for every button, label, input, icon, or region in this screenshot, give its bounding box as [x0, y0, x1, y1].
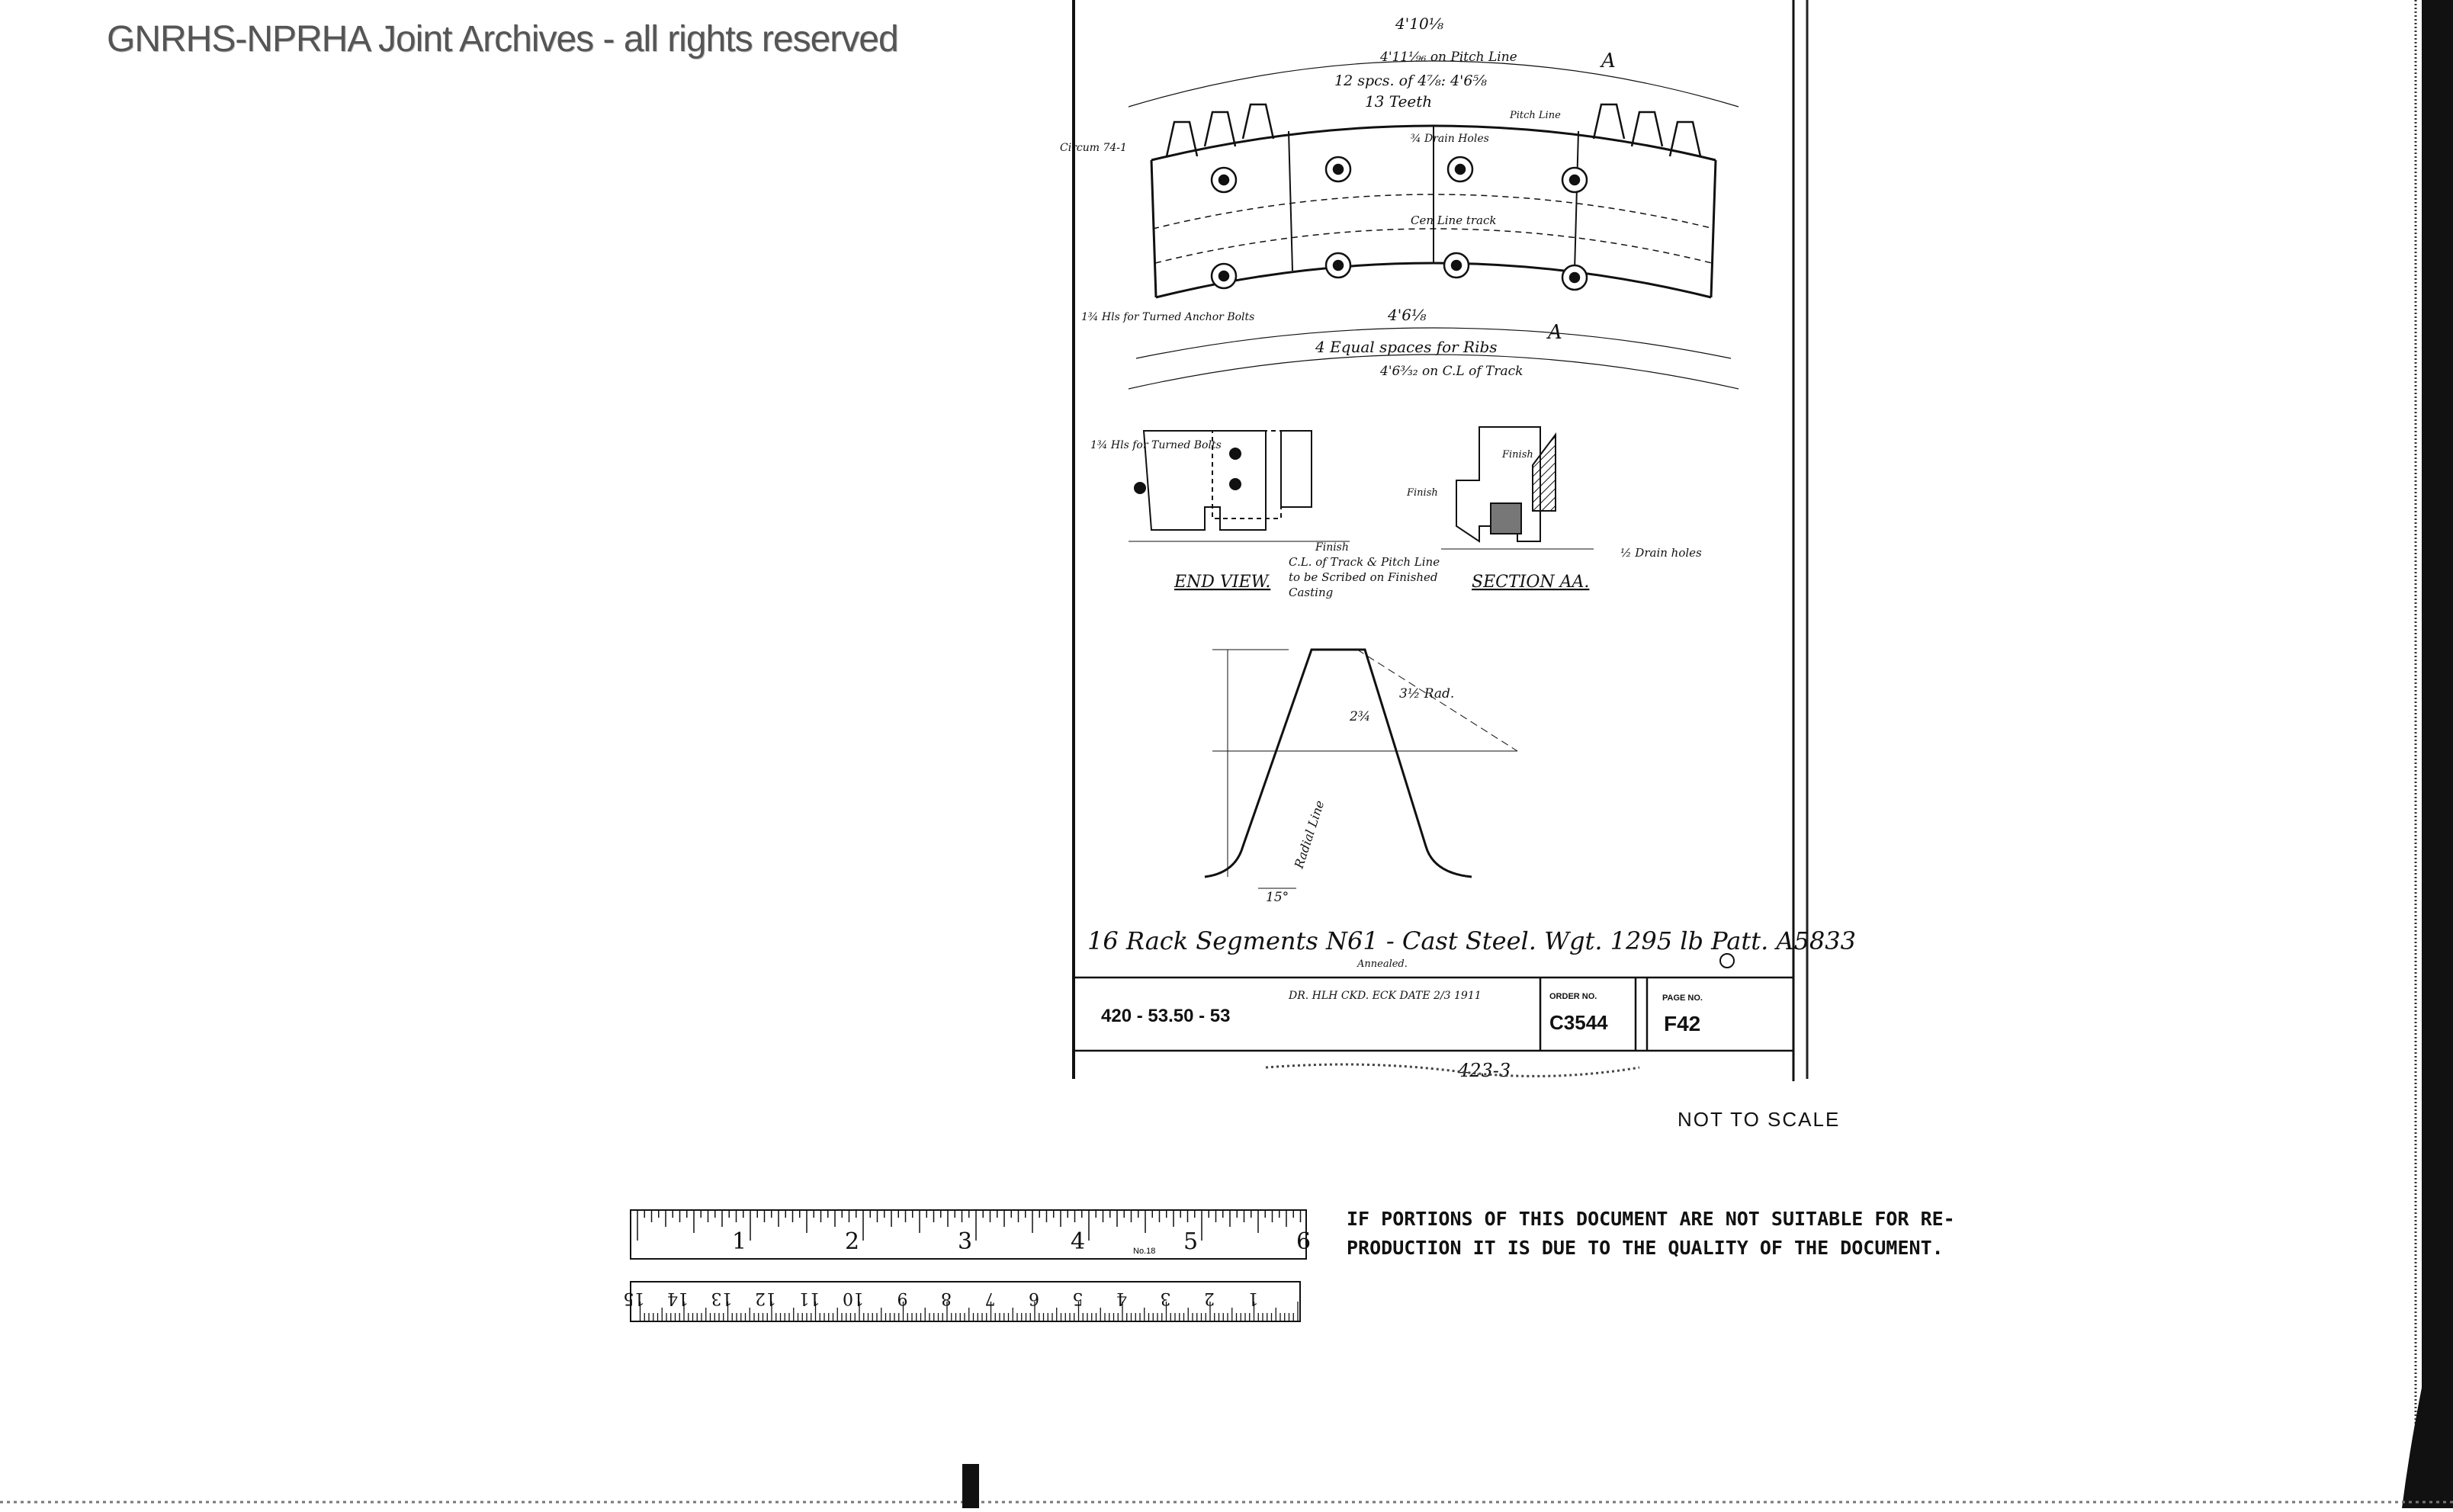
inch-label: 1 — [732, 1228, 747, 1255]
inch-ruler — [630, 1209, 1312, 1261]
cm-label: 8 — [941, 1289, 952, 1308]
scribe-note-line-2: to be Scribed on Finished — [1289, 570, 1438, 584]
dim-overall: 4'10⅛ — [1395, 14, 1444, 33]
order-number: C3544 — [1549, 1011, 1608, 1034]
order-no-label: ORDER NO. — [1549, 992, 1597, 1001]
label-circumference: Circum 74-1 — [1060, 142, 1127, 154]
notice-line-2: PRODUCTION IT IS DUE TO THE QUALITY OF THE DOCUMENT. — [1347, 1237, 1944, 1259]
ruler-tag: No.18 — [1133, 1247, 1156, 1256]
inch-label: 6 — [1296, 1228, 1312, 1255]
drawing-number: 420 - 53.50 - 53 — [1101, 1006, 1231, 1026]
dim-rib-spaces: 4 Equal spaces for Ribs — [1315, 338, 1498, 356]
scan-bottom-edge — [0, 1496, 2453, 1508]
tooth-profile — [1205, 650, 1517, 888]
page-number: F42 — [1664, 1012, 1701, 1035]
label-pitch-line: Pitch Line — [1510, 110, 1561, 121]
cm-label: 4 — [1116, 1289, 1127, 1308]
cm-label: 13 — [711, 1289, 733, 1308]
label-finish-3: Finish — [1407, 487, 1438, 499]
cm-label: 3 — [1160, 1289, 1171, 1308]
scribe-note-line-3: Casting — [1289, 586, 1334, 599]
reproduction-notice — [1347, 1205, 1955, 1263]
cm-label: 5 — [1072, 1289, 1084, 1308]
bolt-holes — [1212, 157, 1587, 290]
section-aa-title: SECTION AA. — [1472, 573, 1590, 592]
tooth-angle-label: 15° — [1266, 890, 1289, 905]
cm-label: 1 — [1247, 1289, 1259, 1308]
tooth-width-label: 2¾ — [1350, 709, 1371, 724]
archive-watermark: GNRHS-NPRHA Joint Archives - all rights reserved — [107, 19, 898, 59]
cm-label: 15 — [623, 1289, 645, 1308]
inch-label: 3 — [958, 1228, 973, 1255]
scan-right-edge — [2402, 0, 2453, 1508]
scan-noise — [1266, 1064, 1639, 1076]
drafter-line: DR. HLH CKD. ECK DATE 2/3 1911 — [1289, 990, 1482, 1002]
label-finish-2: Finish — [1502, 449, 1533, 461]
section-mark-bottom: A — [1548, 321, 1562, 344]
radial-line-label: Radial Line — [1291, 798, 1328, 871]
registration-mark-icon — [1720, 954, 1734, 968]
label-drain-holes: ¾ Drain Holes — [1411, 133, 1489, 145]
end-view-title: END VIEW. — [1174, 573, 1271, 592]
section-mark-top: A — [1601, 50, 1616, 72]
label-center-line-track: Cen Line track — [1411, 213, 1497, 227]
inch-label: 5 — [1183, 1228, 1199, 1255]
dim-cl-track: 4'6³⁄₃₂ on C.L of Track — [1380, 364, 1523, 379]
inch-label: 2 — [845, 1228, 860, 1255]
notice-line-1: IF PORTIONS OF THIS DOCUMENT ARE NOT SUITABLE FOR RE- — [1347, 1208, 1955, 1230]
cm-label: 14 — [667, 1289, 689, 1308]
cm-label: 7 — [984, 1289, 996, 1308]
cm-label: 11 — [798, 1289, 820, 1308]
tooth-radius-label: 3½ Rad. — [1399, 686, 1455, 701]
annealed-note: Annealed. — [1357, 958, 1408, 970]
cm-label: 12 — [755, 1289, 776, 1308]
cm-ruler — [623, 1281, 1302, 1324]
drawing-title: 16 Rack Segments N61 - Cast Steel. Wgt. 1295 lb Patt. A5833 — [1087, 926, 1856, 955]
scribe-note-line-1: C.L. of Track & Pitch Line — [1289, 555, 1440, 569]
label-anchor-bolt-holes: 1¾ Hls for Turned Anchor Bolts — [1081, 311, 1255, 323]
dim-bottom: 4'6⅛ — [1388, 306, 1427, 324]
scan-marker — [962, 1464, 979, 1508]
label-finish-1: Finish — [1315, 541, 1349, 554]
dim-teeth: 13 Teeth — [1365, 92, 1433, 111]
section-aa-view — [1441, 427, 1594, 549]
cm-label: 10 — [843, 1289, 864, 1308]
cm-label: 2 — [1204, 1289, 1215, 1308]
dim-spaces: 12 spcs. of 4⅞: 4'6⅝ — [1334, 72, 1487, 89]
dim-pitch-line: 4'11⅑₆ on Pitch Line — [1380, 50, 1517, 65]
page-no-label: PAGE NO. — [1662, 994, 1703, 1003]
label-drain-note: ½ Drain holes — [1620, 546, 1702, 560]
cm-label: 9 — [897, 1289, 908, 1308]
inch-label: 4 — [1071, 1228, 1086, 1255]
label-turned-bolt-holes: 1¾ Hls for Turned Bolts — [1090, 439, 1222, 451]
not-to-scale-label: NOT TO SCALE — [1678, 1108, 1841, 1131]
cm-label: 6 — [1029, 1289, 1039, 1308]
sheet-reference: 423-3 — [1458, 1060, 1511, 1081]
engineering-drawing-sheet — [1060, 0, 1856, 1083]
